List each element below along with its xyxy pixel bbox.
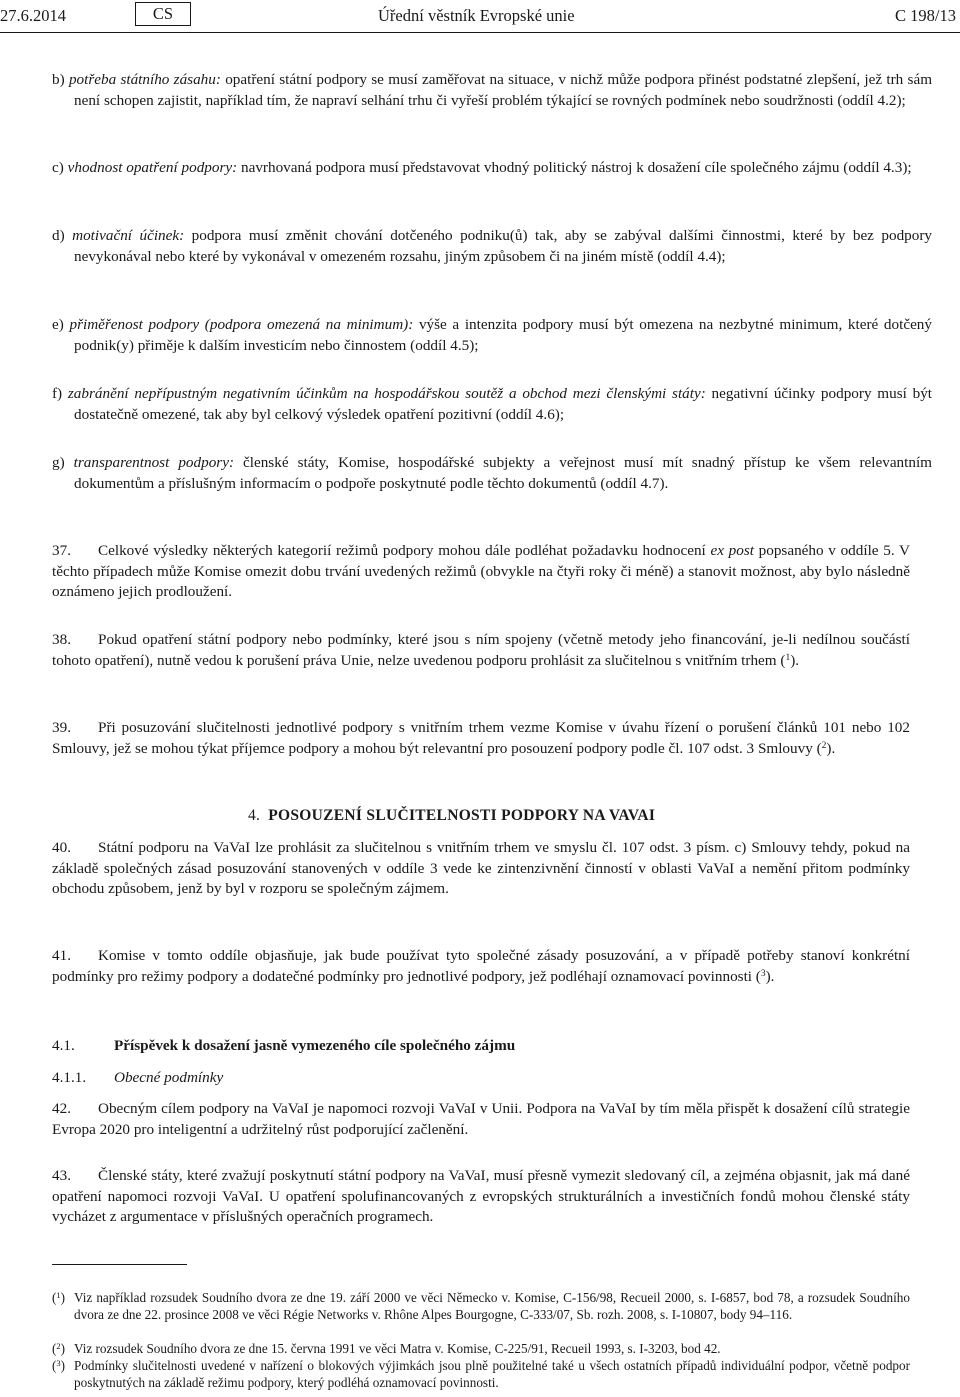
header-page-number: C 198/13 [895, 6, 956, 25]
footnote-1 [52, 1290, 910, 1323]
paragraph-number: 37. [52, 542, 71, 559]
paragraph-text: Státní podporu na VaVaI lze prohlásit za slučitelnou s vnitřním trhem ve smyslu čl. 107 odst. 3 písm. c) Smlouvy tehdy, pokud na základě společných zásad posuzování stanovených v oddíle 3 vede ke zintenzivnění činností v oblasti VaVaI a nemění přitom podmínky obchodu způsobem, jenž by byl v rozporu se společným zájmem. [52, 839, 910, 897]
section-heading-4-1-1 [52, 1068, 910, 1089]
list-item-c [52, 158, 932, 179]
paragraph-number: 40. [52, 839, 71, 856]
page-header [0, 0, 960, 40]
list-item-d [52, 226, 932, 267]
paragraph-number: 38. [52, 631, 71, 648]
paragraph-39 [52, 718, 910, 759]
footnote-separator [52, 1264, 187, 1265]
paragraph-number: 39. [52, 719, 71, 736]
footnote-text: Podmínky slučitelnosti uvedené v nařízení o blokových výjimkách jsou plně použitelné také u všech ostatních případů individuální podpor, včetně podpor poskytnutých na základě režimu podpory, který podléhá oznamovací povinnosti. [74, 1358, 910, 1390]
section-number: 4.1.1. [52, 1069, 87, 1086]
paragraph-38 [52, 630, 910, 671]
item-label: c) [52, 159, 64, 176]
footnote-marker: ($^1$) [52, 1290, 66, 1305]
paragraph-43 [52, 1166, 910, 1228]
item-text: výše a intenzita podpory musí být omezena na nezbytné minimum, které dotčený podnik(y) přiměje k dalším investicím nebo činnostem (oddíl 4.5); [74, 316, 932, 354]
section-title: Obecné podmínky [114, 1069, 224, 1086]
paragraph-text: Při posuzování slučitelnosti jednotlivé podpory s vnitřním trhem vezme Komise v úvahu řízení o porušení článků 101 nebo 102 Smlouvy, jež se mohou týkat příjemce podpory a mohou být relevantní pro posouzení podpory podle čl. 107 odst. 3 Smlouvy ( [52, 719, 910, 757]
item-label: d) [52, 227, 65, 244]
header-rule [0, 32, 960, 33]
header-language-box: CS [135, 2, 191, 26]
paragraph-text: ). [765, 967, 775, 985]
paragraph-text: Pokud opatření státní podpory nebo podmínky, které jsou s ním spojeny (včetně metody jeho financování, je-li nedílnou součástí tohoto opatření), nutně vedou k porušení práva Unie, nelze uvedenou podporu prohlásit za slučitelnou s vnitřním trhem ( [52, 631, 910, 669]
item-label: b) [52, 71, 65, 88]
item-text: navrhovaná podpora musí představovat vhodný politický nástroj k dosažení cíle společného zájmu (oddíl 4.3); [237, 159, 912, 176]
footnote-marker: ($^3$) [52, 1358, 66, 1373]
paragraph-37 [52, 541, 910, 603]
footnote-reference[interactable]: 2 [821, 740, 827, 751]
footnote-marker: ($^2$) [52, 1341, 66, 1356]
item-text: opatření státní podpory se musí zaměřovat na situace, v nichž může podpora přinést podstatné zlepšení, jež trh sám není schopen zajistit, například tím, že napraví selhání trhu či vyřeší problém týkající se rovných podmínek nebo soudržnosti (oddíl 4.2); [74, 71, 933, 109]
header-journal-title: Úřední věstník Evropské unie [378, 6, 575, 25]
footnote-3 [52, 1358, 910, 1391]
section-number: 4.1. [52, 1037, 75, 1054]
section-title: Příspěvek k dosažení jasně vymezeného cíle společného zájmu [114, 1037, 516, 1054]
item-term: zabránění nepřípustným negativním účinkům na hospodářskou soutěž a obchod mezi členskými státy: [67, 385, 706, 402]
paragraph-41 [52, 946, 910, 987]
paragraph-text: Obecným cílem podpory na VaVaI je napomoci rozvoji VaVaI v Unii. Podpora na VaVaI by tím měla přispět k dosažení cílů strategie Evropa 2020 pro inteligentní a udržitelný růst podporující začlenění. [52, 1100, 910, 1138]
footnote-reference[interactable]: 1 [785, 652, 791, 663]
footnote-reference[interactable]: 3 [760, 968, 766, 979]
footnote-marker-number: 2 [56, 1341, 61, 1351]
item-term: transparentnost podpory: [73, 454, 234, 471]
section-heading-4-1 [52, 1036, 910, 1057]
list-item-g [52, 453, 932, 494]
footnote-text: Viz například rozsudek Soudního dvora ze dne 19. září 2000 ve věci Německo v. Komise, C-156/98, Recueil 2000, s. I-6857, bod 78, a rozsudek Soudního dvora ze dne 22. prosince 2008 ve věci Régie Networks v. Rhône Alpes Bourgogne, C-333/07, Sb. rozh. 2008, s. I-10807, body 94–116. [74, 1290, 910, 1322]
item-term: přiměřenost podpory (podpora omezená na minimum): [69, 316, 414, 333]
footnote-2 [52, 1341, 910, 1358]
paragraph-40 [52, 838, 910, 900]
list-item-b [52, 70, 932, 111]
paragraph-number: 41. [52, 947, 71, 964]
paragraph-42 [52, 1099, 910, 1140]
item-text: členské státy, Komise, hospodářské subjekty a veřejnost musí mít snadný přístup ke všem relevantním dokumentům a příslušným informacím o podpoře poskytnuté podle těchto dokumentů (oddíl 4.7). [74, 454, 932, 492]
paragraph-text: ). [790, 651, 800, 669]
paragraph-text: ). [826, 739, 836, 757]
header-date: 27.6.2014 [0, 6, 66, 25]
item-label: g) [52, 454, 65, 471]
item-term: vhodnost opatření podpory: [67, 159, 238, 176]
paragraph-number: 43. [52, 1167, 71, 1184]
footnote-marker-number: 1 [56, 1290, 61, 1300]
item-term: potřeba státního zásahu: [68, 71, 221, 88]
paragraph-italic-term: ex post [710, 542, 754, 559]
paragraph-number: 42. [52, 1100, 71, 1117]
item-text: negativní účinky podpory musí být dostatečně omezené, tak aby byl celkový výsledek opatření pozitivní (oddíl 4.6); [74, 385, 933, 423]
footnote-text: Viz rozsudek Soudního dvora ze dne 15. června 1991 ve věci Matra v. Komise, C-225/91, Recueil 1993, s. I-3203, bod 42. [74, 1341, 721, 1356]
item-term: motivační účinek: [72, 227, 185, 244]
section-number: 4. [248, 807, 261, 824]
item-label: f) [52, 385, 63, 402]
paragraph-text: Komise v tomto oddíle objasňuje, jak bude používat tyto společné zásady posuzování, a v případě potřeby stanoví konkrétní podmínky pro režimy podpory a dodatečné podmínky pro jednotlivé podpory, jež podléhají oznamovací povinnosti ( [52, 947, 910, 985]
item-label: e) [52, 316, 64, 333]
list-item-e [52, 315, 932, 356]
list-item-f [52, 384, 932, 425]
paragraph-text: Členské státy, které zvažují poskytnutí státní podpory na VaVaI, musí přesně vymezit sledovaný cíl, a zejména objasnit, jak má dané opatření napomoci rozvoji VaVaI. U opatření spolufinancovaných z evropských strukturálních a investičních fondů mohou členské státy vycházet z argumentace v příslušných operačních programech. [52, 1167, 910, 1225]
item-text: podpora musí změnit chování dotčeného podniku(ů) tak, aby se zabýval dalšími činnostmi, které by bez podpory nevykonával nebo které by vykonával v omezeném rozsahu, jiným způsobem či na jiném místě (oddíl 4.4); [74, 227, 933, 265]
section-title: POSOUZENÍ SLUČITELNOSTI PODPORY NA VAVAI [268, 807, 656, 824]
section-heading-4 [248, 806, 960, 827]
paragraph-text: popsaného v oddíle 5. V těchto případech může Komise omezit dobu trvání uvedených režimů (obvykle na čtyři roky či méně) a stanovit možnost, aby bylo následně oznámeno jejich prodloužení. [52, 542, 910, 600]
paragraph-text: Celkové výsledky některých kategorií režimů podpory mohou dále podléhat požadavku hodnocení [98, 542, 711, 559]
footnote-marker-number: 3 [56, 1358, 61, 1368]
